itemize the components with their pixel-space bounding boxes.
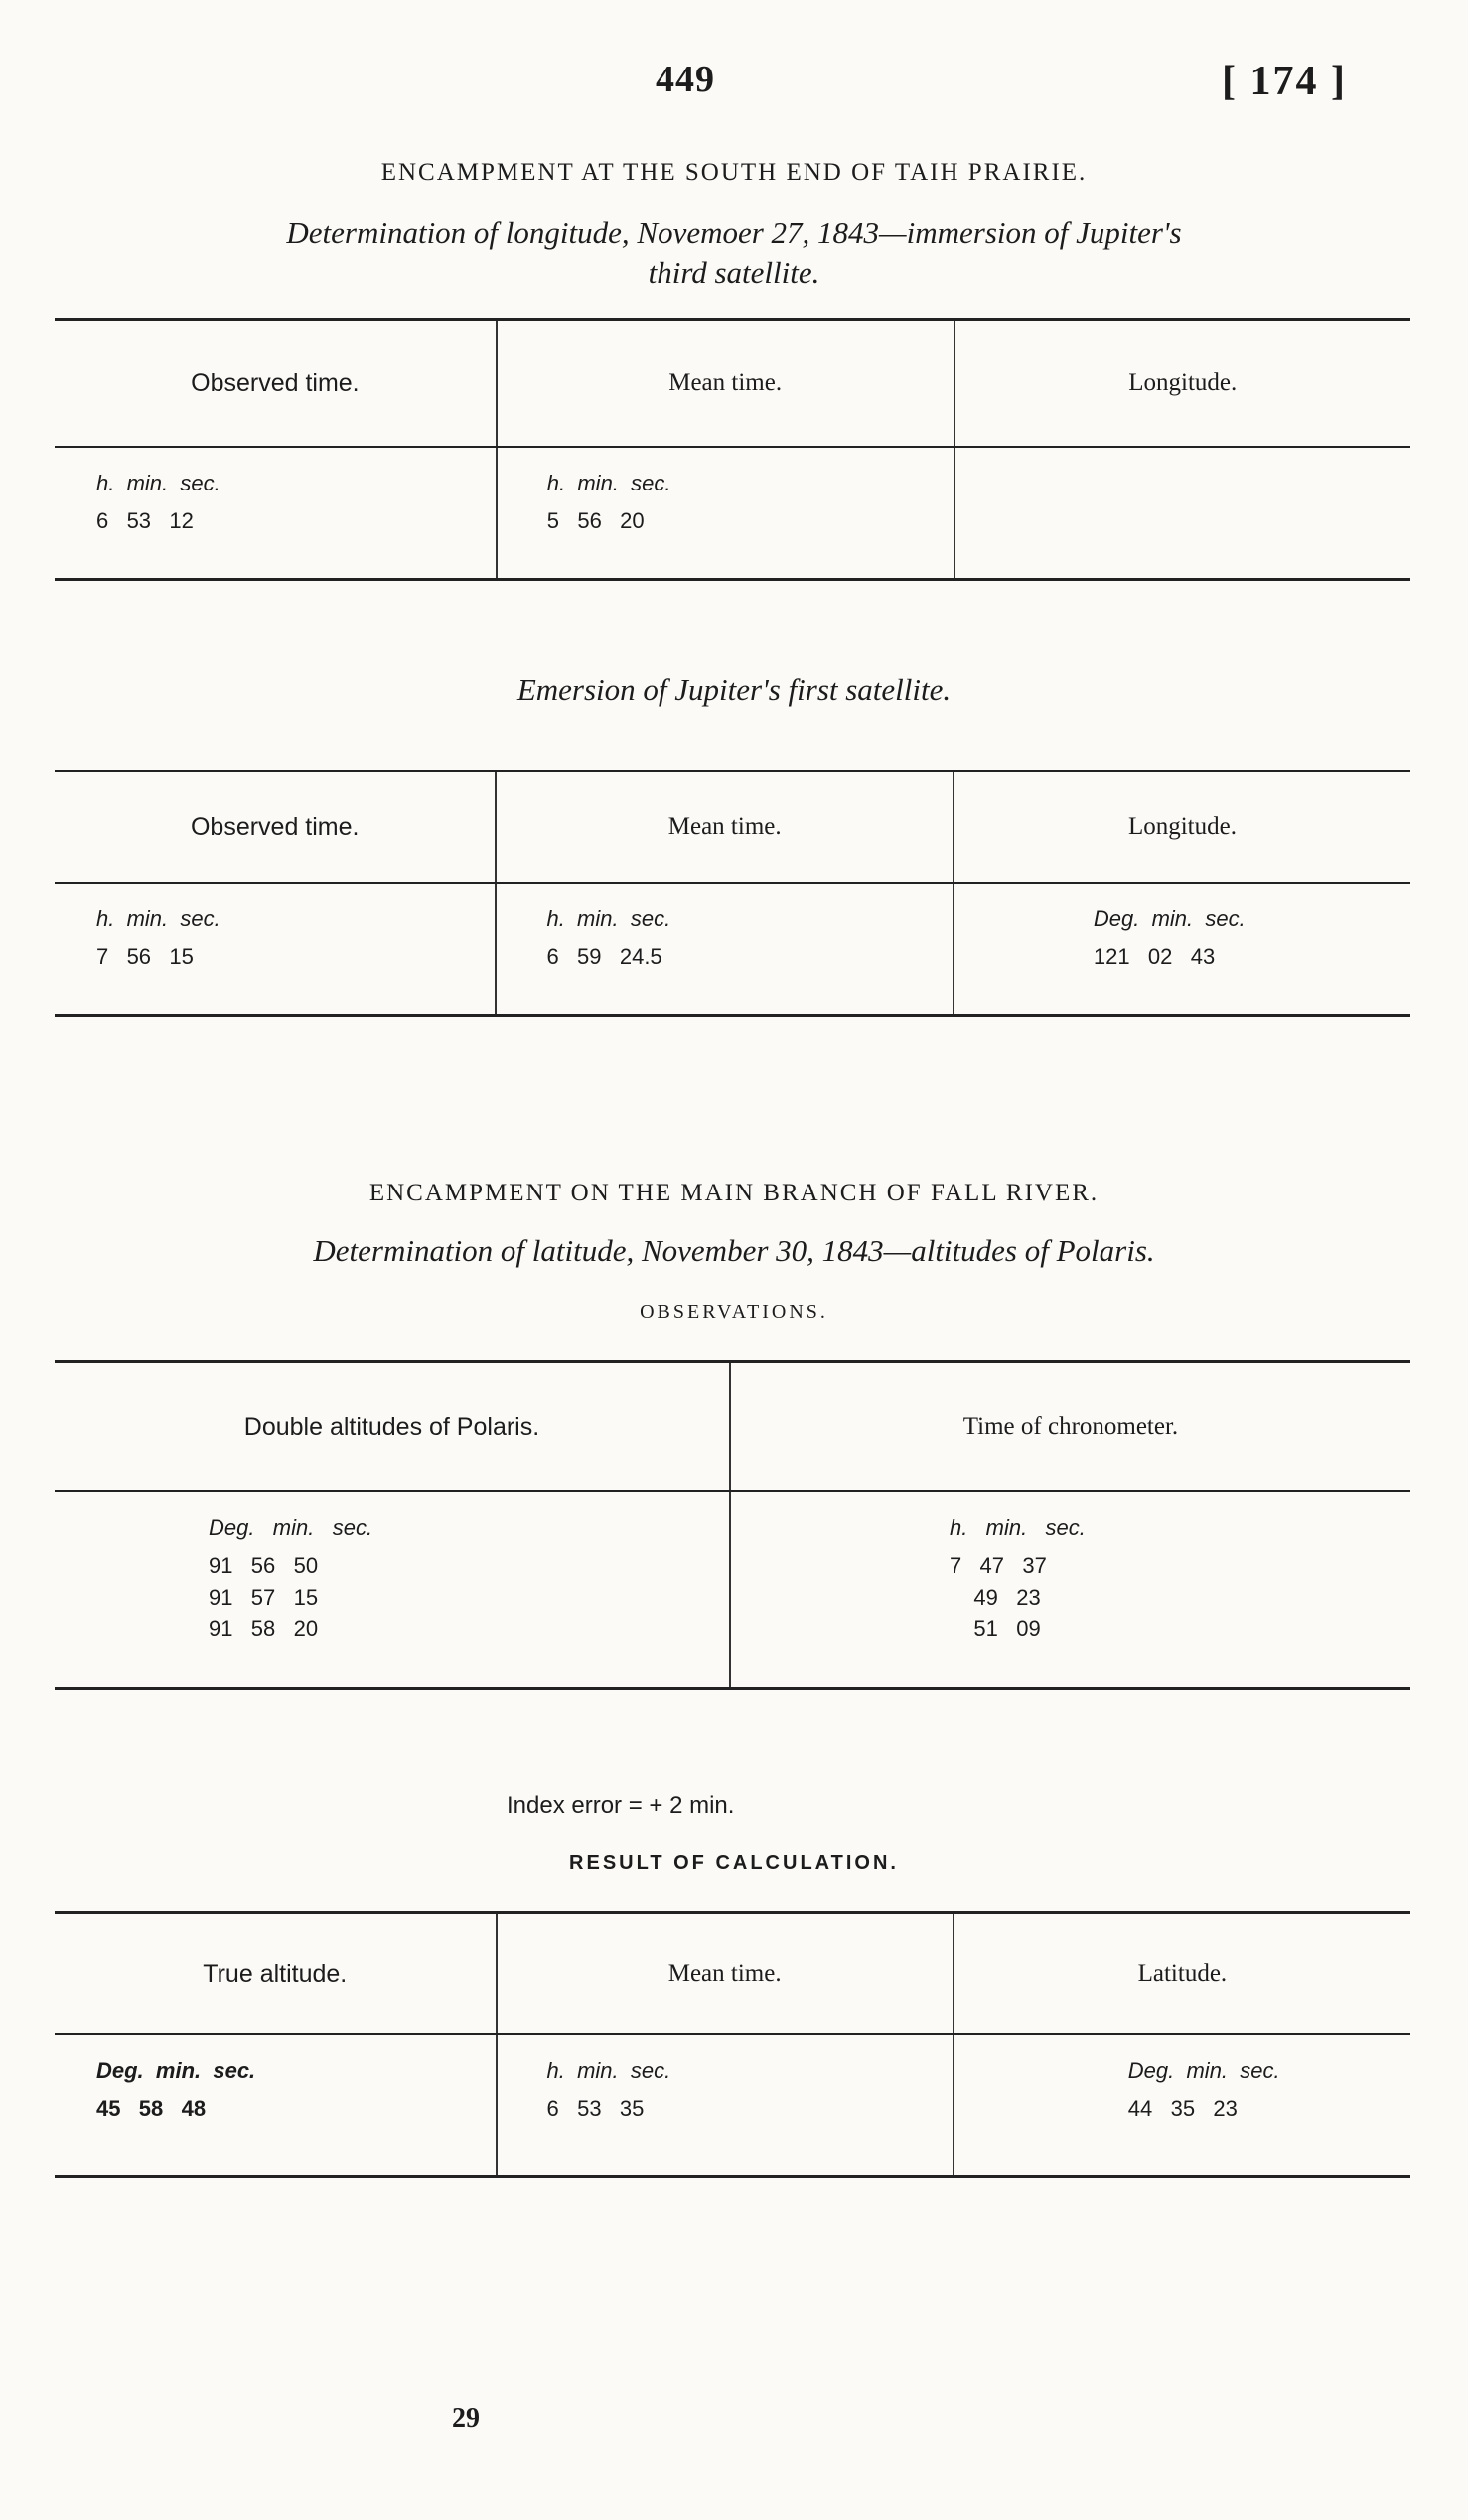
units-label: h. min. sec. [546, 907, 671, 931]
cell-mean-time [497, 2034, 954, 2177]
table-calculation-result [55, 1911, 1410, 2178]
result-label: RESULT OF CALCULATION. [569, 1852, 899, 1874]
signature-mark: 29 [452, 2403, 480, 2434]
units-label: h. min. sec. [96, 907, 220, 931]
page-number-left: 449 [656, 59, 715, 100]
section2-subhead: Determination of latitude, November 30, 1843—altitudes of Polaris. [313, 1233, 1155, 1268]
cell-chronometer-time [730, 1491, 1410, 1689]
units-label: Deg. min. sec. [1127, 2058, 1280, 2083]
cell-longitude [954, 447, 1410, 580]
table-immersion [55, 318, 1410, 581]
list-item: 91 57 15 [209, 1585, 319, 1610]
col-header-true-altitude: True altitude. [55, 1913, 497, 2035]
value-text: 5 56 20 [546, 508, 645, 533]
list-item: 7 47 37 [949, 1553, 1047, 1578]
section1-heading: ENCAMPMENT AT THE SOUTH END OF TAIH PRAIRIE. [380, 159, 1088, 186]
cell-mean-time [497, 447, 954, 580]
page-number-right: [ 174 ] [1222, 59, 1347, 104]
cell-true-altitude [55, 2034, 497, 2177]
units-label: h. min. sec. [949, 1515, 1086, 1540]
cell-longitude [954, 883, 1410, 1016]
section1-subhead-line1: Determination of longitude, Novemoer 27, 1843—immersion of Jupiter's [286, 215, 1182, 250]
cell-double-altitudes [55, 1491, 730, 1689]
index-error-note: Index error = + 2 min. [507, 1792, 735, 1819]
col-header-mean-time: Mean time. [497, 320, 954, 448]
col-header-longitude: Longitude. [954, 320, 1410, 448]
table-polaris-observations [55, 1360, 1410, 1690]
value-text: 121 02 43 [1093, 944, 1216, 969]
cell-observed-time [55, 447, 497, 580]
units-label: Deg. min. sec. [209, 1515, 373, 1540]
units-label: h. min. sec. [546, 2058, 671, 2083]
value-text: 6 53 35 [546, 2096, 645, 2121]
table-emersion [55, 770, 1410, 1017]
cell-mean-time [496, 883, 953, 1016]
cell-latitude [954, 2034, 1410, 2177]
units-label: Deg. min. sec. [96, 2058, 256, 2083]
value-text: 44 35 23 [1127, 2096, 1238, 2121]
units-label: Deg. min. sec. [1093, 907, 1246, 931]
col-header-chronometer-time: Time of chronometer. [730, 1362, 1410, 1492]
section2-heading: ENCAMPMENT ON THE MAIN BRANCH OF FALL RIVER. [368, 1180, 1100, 1206]
section1-subhead-line2: third satellite. [648, 255, 820, 290]
units-label: h. min. sec. [546, 471, 671, 495]
list-item: 49 23 [949, 1585, 1041, 1610]
value-text: 6 53 12 [96, 508, 194, 533]
value-text: 7 56 15 [96, 944, 194, 969]
col-header-longitude: Longitude. [954, 771, 1410, 884]
col-header-observed-time: Observed time. [55, 320, 497, 448]
value-text: 6 59 24.5 [546, 944, 662, 969]
col-header-observed-time: Observed time. [55, 771, 496, 884]
value-text: 45 58 48 [96, 2096, 207, 2121]
section1-subhead2: Emersion of Jupiter's first satellite. [516, 672, 952, 707]
list-item: 51 09 [949, 1616, 1041, 1641]
col-header-latitude: Latitude. [954, 1913, 1410, 2035]
cell-observed-time [55, 883, 496, 1016]
col-header-mean-time: Mean time. [497, 1913, 954, 2035]
list-item: 91 58 20 [209, 1616, 319, 1641]
observations-label: OBSERVATIONS. [640, 1301, 828, 1323]
col-header-mean-time: Mean time. [496, 771, 953, 884]
list-item: 91 56 50 [209, 1553, 319, 1578]
col-header-double-altitudes: Double altitudes of Polaris. [55, 1362, 730, 1492]
units-label: h. min. sec. [96, 471, 220, 495]
